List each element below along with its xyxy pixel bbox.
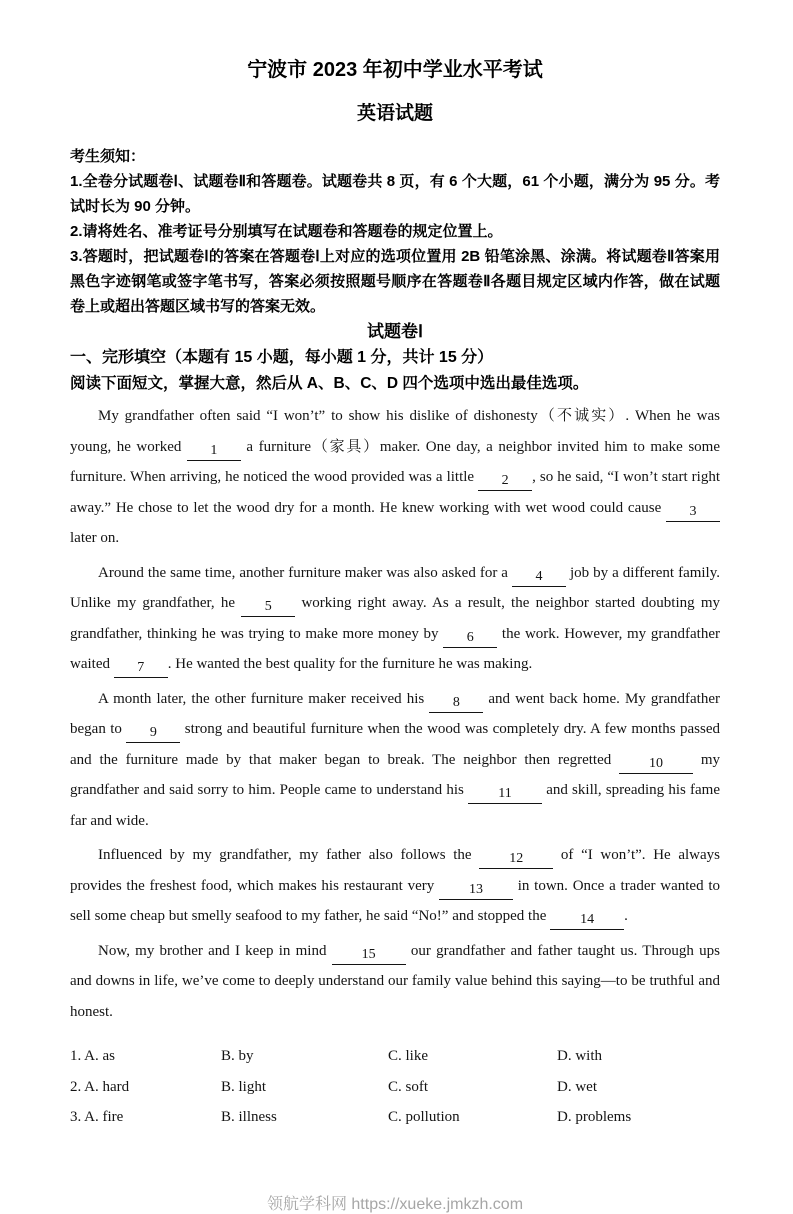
paper-heading: 试题卷Ⅰ <box>366 322 423 341</box>
question-2-option-b: B. light <box>221 1078 267 1095</box>
question-row-2 <box>70 1072 720 1103</box>
question-3-option-b: B. illness <box>221 1109 277 1125</box>
cloze-blank-15: 15 <box>332 946 406 965</box>
question-row-1 <box>70 1041 720 1072</box>
question-3-option-d: D. problems <box>557 1109 632 1125</box>
cloze-blank-2: 2 <box>478 472 532 491</box>
question-3-option-c: C. pollution <box>388 1109 460 1125</box>
question-row-3 <box>70 1102 720 1133</box>
cloze-blank-8: 8 <box>429 694 483 713</box>
notice-section <box>70 144 720 319</box>
passage-paragraph-3: A month later, the other furniture maker received his 8 and went back home. My grandfather began to 9 strong and beautiful furniture when the wood was completely dry. A few months passed and the furniture made by that maker began to break. The neighbor then regretted 10 my grandfather and said sorry to him. People came to understand his 11 and skill, spreading his fame far and wide. <box>70 690 721 829</box>
question-1-option-c: C. like <box>388 1048 428 1064</box>
cloze-blank-12: 12 <box>479 850 553 869</box>
question-2-option-d: D. wet <box>557 1078 597 1095</box>
question-2-option-c: C. soft <box>388 1078 429 1095</box>
cloze-blank-4: 4 <box>512 568 566 587</box>
cloze-passage <box>70 401 720 1027</box>
passage-paragraph-5: Now, my brother and I keep in mind 15 our grandfather and father taught us. Through ups and downs in life, we’ve come to deeply understand our family value behind this saying—to be truthful and honest. <box>70 942 720 1020</box>
cloze-blank-3: 3 <box>666 503 720 522</box>
cloze-blank-11: 11 <box>468 785 542 804</box>
exam-subtitle: 英语试题 <box>356 103 433 124</box>
notice-item-3: 3.答题时，把试题卷Ⅰ的答案在答题卷Ⅰ上对应的选项位置用 2B 铅笔涂黑、涂满。将试题卷Ⅱ答案用黑色字迹钢笔或签字笔书写，答案必须按照题号顺序在答题卷Ⅱ各题目规定区域内作答，做在试题卷上或超出答题区域书写的答案无效。 <box>70 248 720 315</box>
passage-paragraph-1: My grandfather often said “I won’t” to show his dislike of dishonesty（不诚实）. When he was young, he worked 1 a furniture（家具）maker. One day, a neighbor invited him to make some furniture. When arriving, he noticed the wood provided was a little 2 , so he said, “I won’t start right away.” He chose to let the wood dry for a month. He knew working with wet wood could cause 3 later on. <box>70 408 720 546</box>
exam-title: 宁波市 2023 年初中学业水平考试 <box>247 59 543 81</box>
cloze-blank-10: 10 <box>619 755 693 774</box>
cloze-blank-13: 13 <box>439 881 513 900</box>
cloze-blank-1: 1 <box>187 442 241 461</box>
notice-item-2: 2.请将姓名、准考证号分别填写在试题卷和答题卷的规定位置上。 <box>70 223 503 240</box>
question-list <box>70 1041 720 1133</box>
cloze-blank-5: 5 <box>241 598 295 617</box>
watermark-text: 领航学科网 https://xueke.jmkzh.com <box>266 1195 524 1213</box>
part-heading: 一、完形填空（本题有 15 小题，每小题 1 分，共计 15 分） <box>70 349 494 366</box>
cloze-blank-6: 6 <box>443 629 497 648</box>
notice-heading: 考生须知： <box>70 148 146 165</box>
question-1-option-b: B. by <box>221 1048 254 1064</box>
question-2-number-and-option-a: 2. A. hard <box>70 1078 130 1095</box>
cloze-blank-14: 14 <box>550 911 624 930</box>
part-instructions: 阅读下面短文，掌握大意，然后从 A、B、C、D 四个选项中选出最佳选项。 <box>70 375 589 392</box>
notice-item-1: 1.全卷分试题卷Ⅰ、试题卷Ⅱ和答题卷。试题卷共 8 页，有 6 个大题，61 个小题，满分为 95 分。考试时长为 90 分钟。 <box>70 173 720 215</box>
cloze-blank-9: 9 <box>126 724 180 743</box>
question-1-number-and-option-a: 1. A. as <box>70 1048 115 1064</box>
question-1-option-d: D. with <box>557 1048 602 1064</box>
question-3-number-and-option-a: 3. A. fire <box>70 1109 124 1125</box>
cloze-blank-7: 7 <box>114 659 168 678</box>
passage-paragraph-2: Around the same time, another furniture maker was also asked for a 4 job by a different family. Unlike my grandfather, he 5 working right away. As a result, the neighbor started doubting my grandfather, thinking he was trying to make more money by 6 the work. However, my grandfather waited 7 . He wanted the best quality for the furniture he was making. <box>70 558 720 680</box>
watermark-footer <box>70 1191 720 1214</box>
passage-paragraph-4: Influenced by my grandfather, my father also follows the 12 of “I won’t”. He always provides the freshest food, which makes his restaurant very 13 in town. Once a trader wanted to sell some cheap but smelly seafood to my father, he said “No!” and stopped the 14 . <box>70 840 720 932</box>
